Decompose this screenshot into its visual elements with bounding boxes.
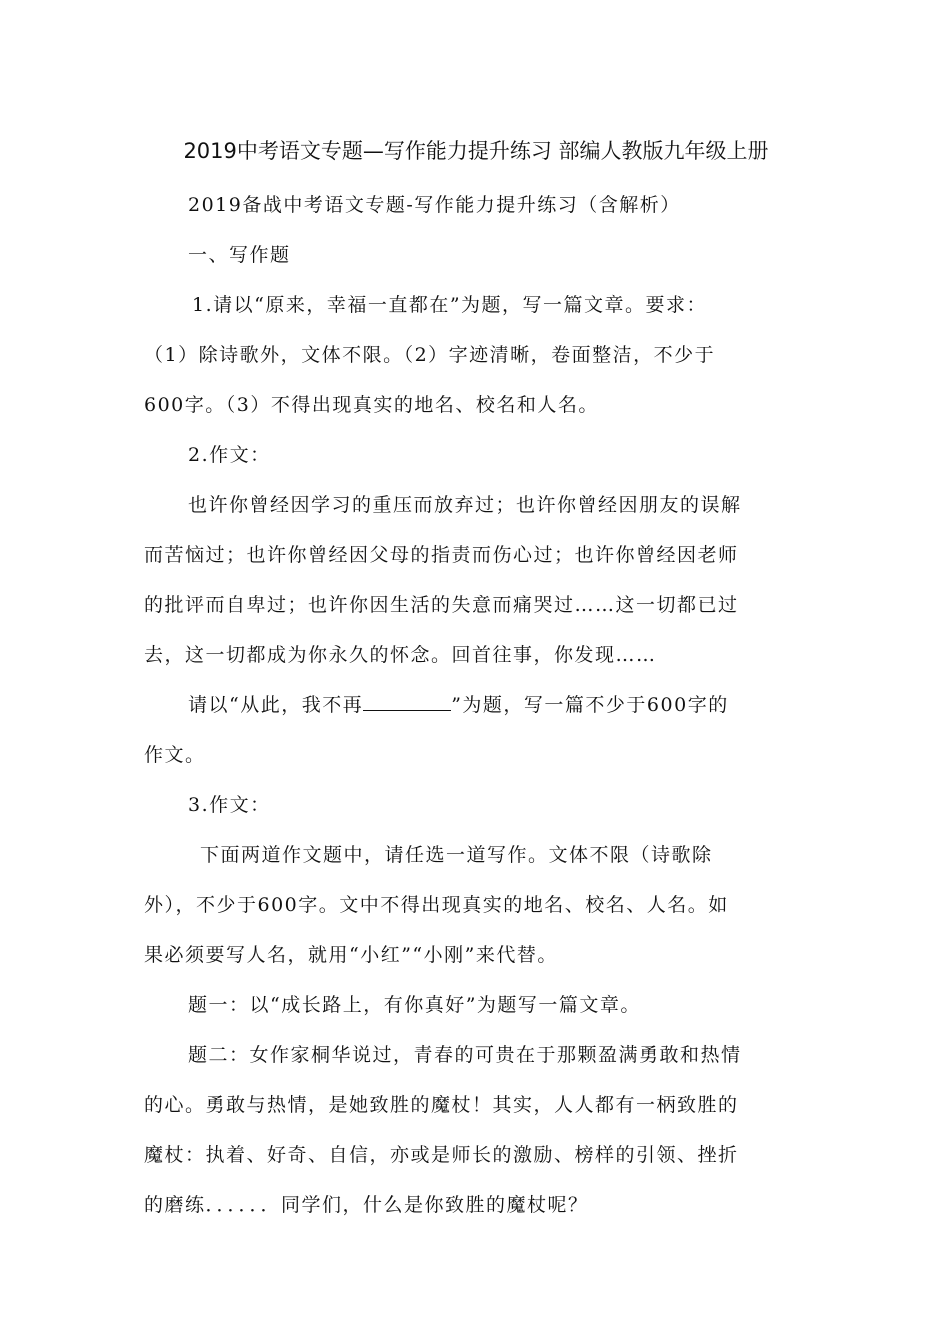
document-title: 2019中考语文专题—写作能力提升练习 部编人教版九年级上册	[183, 139, 769, 163]
document-subtitle: 2019备战中考语文专题-写作能力提升练习（含解析）	[188, 194, 681, 216]
topic-two-line: 的心。勇敢与热情，是她致胜的魔杖！其实，人人都有一柄致胜的	[144, 1094, 739, 1116]
question-1-line: 1.请以“原来，幸福一直都在”为题，写一篇文章。要求：	[192, 294, 708, 316]
question-2-prompt-line: 去，这一切都成为你永久的怀念。回首往事，你发现……	[144, 644, 657, 666]
question-3-prompt-line: 果必须要写人名，就用“小红”“小刚”来代替。	[144, 944, 558, 966]
question-1-line: 600字。（3）不得出现真实的地名、校名和人名。	[144, 394, 599, 416]
question-1-line: （1）除诗歌外，文体不限。（2）字迹清晰，卷面整洁，不少于	[144, 344, 716, 366]
instruction-before-blank: 请以“从此，我不再	[188, 694, 364, 716]
topic-one: 题一：以“成长路上，有你真好”为题写一篇文章。	[188, 994, 641, 1016]
instruction-after-blank: ”为题，写一篇不少于600字的	[451, 694, 729, 716]
question-3-prompt-line: 下面两道作文题中，请任选一道写作。文体不限（诗歌除	[200, 844, 713, 866]
question-2-prompt-line: 而苦恼过；也许你曾经因父母的指责而伤心过；也许你曾经因老师	[144, 544, 739, 566]
question-3	[144, 780, 808, 1230]
question-2-prompt-line: 的批评而自卑过；也许你因生活的失意而痛哭过……这一切都已过	[144, 594, 739, 616]
question-2	[144, 430, 808, 780]
question-1	[144, 280, 808, 430]
question-2-label: 2.作文：	[188, 444, 271, 466]
topic-two-line: 题二：女作家桐华说过，青春的可贵在于那颗盈满勇敢和热情	[188, 1044, 742, 1066]
fill-in-blank	[363, 692, 451, 711]
question-3-label: 3.作文：	[188, 794, 271, 816]
question-2-instruction-line: 作文。	[144, 744, 206, 766]
question-2-prompt-line: 也许你曾经因学习的重压而放弃过；也许你曾经因朋友的误解	[188, 494, 742, 516]
question-2-instruction	[144, 680, 808, 730]
section-heading: 一、写作题	[188, 244, 291, 266]
document-page	[144, 128, 808, 1230]
question-3-prompt-line: 外），不少于600字。文中不得出现真实的地名、校名、人名。如	[144, 894, 729, 916]
topic-two-line: 魔杖：执着、好奇、自信，亦或是师长的激励、榜样的引领、挫折	[144, 1144, 739, 1166]
topic-two-line: 的磨练．．．．．．同学们，什么是你致胜的魔杖呢？	[144, 1194, 589, 1216]
